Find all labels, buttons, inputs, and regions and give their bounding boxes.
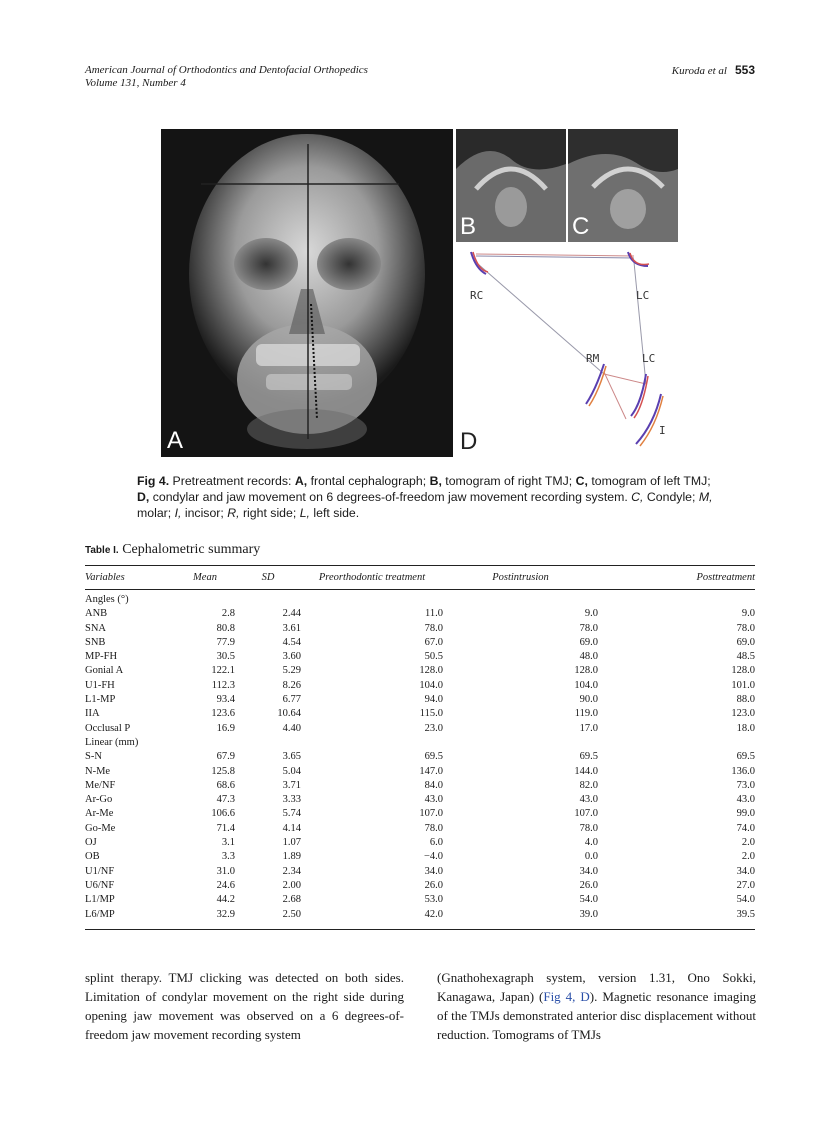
variable-name: ANB (85, 608, 108, 620)
table-cell: 128.0 (574, 665, 598, 677)
table-top-rule (85, 565, 755, 566)
table-cell: 73.0 (736, 779, 755, 791)
table-cell: 6.0 (429, 837, 443, 849)
col-header: SD (261, 571, 275, 583)
table-cell: 99.0 (736, 808, 755, 820)
table-cell: 107.0 (574, 808, 598, 820)
caption-abbr: I, (174, 506, 182, 520)
label-rm: RM (586, 352, 600, 365)
table-bottom-rule (85, 929, 755, 930)
caption-abbr: M, (698, 490, 713, 504)
table-cell: 112.3 (211, 679, 235, 691)
table-cell: 67.9 (216, 751, 235, 763)
caption-text: tomogram of left TMJ; (587, 474, 711, 488)
table-cell: 34.0 (736, 865, 755, 877)
variable-name: N-Me (85, 765, 111, 777)
caption-text: Pretreatment records: (169, 474, 295, 488)
table-row (85, 850, 755, 864)
table-cell: 27.0 (736, 879, 755, 891)
table-cell: 17.0 (579, 722, 598, 734)
table-cell: 30.5 (216, 651, 235, 663)
table-cell: 9.0 (584, 608, 598, 620)
jaw-movement-diagram (456, 244, 678, 457)
table-cell: 3.71 (282, 779, 301, 791)
variable-name: Occlusal P (85, 722, 131, 734)
table-cell: 123.0 (731, 708, 755, 720)
section-header-row (85, 736, 755, 750)
table-cell: 16.9 (216, 722, 235, 734)
table-cell: 69.5 (424, 751, 443, 763)
table-caption: Cephalometric summary (122, 542, 261, 557)
variable-name: U6/NF (85, 879, 115, 891)
journal-volume: Volume 131, Number 4 (85, 77, 186, 89)
variable-name: Go-Me (85, 822, 116, 834)
table-row (85, 807, 755, 821)
variable-name: U1-FH (85, 679, 115, 691)
caption-a: A, (294, 474, 308, 488)
table-row (85, 908, 755, 922)
panel-a-frontal-cephalograph (161, 129, 453, 457)
figure-citation-link[interactable]: Fig 4, D (543, 989, 590, 1004)
table-cell: 2.8 (221, 608, 235, 620)
table-row (85, 650, 755, 664)
label-lc-top: LC (636, 289, 650, 302)
table-row (85, 722, 755, 736)
table-cell: 147.0 (419, 765, 443, 777)
col-header: Posttreatment (696, 571, 755, 583)
table-cell: 84.0 (424, 779, 443, 791)
cephalometric-table (85, 569, 755, 922)
table-row (85, 679, 755, 693)
table-cell: 39.0 (579, 908, 598, 920)
table-row (85, 779, 755, 793)
table-cell: 26.0 (579, 879, 598, 891)
caption-b: B, (429, 474, 442, 488)
body-text-left: splint therapy. TMJ clicking was detected on both sides. Limitation of condylar movement on the right side during opening jaw movement was observed on a 6 degrees-of-freedom jaw movement recording system (85, 970, 404, 1042)
table-cell: 3.61 (282, 622, 301, 634)
table-cell: 2.0 (741, 851, 755, 863)
section-label: Angles (°) (85, 594, 129, 605)
table-cell: 119.0 (574, 708, 598, 720)
figure-caption (137, 473, 722, 521)
table-cell: 125.8 (211, 765, 235, 777)
table-cell: 94.0 (424, 694, 443, 706)
panel-c-left-tmj-tomogram (568, 129, 678, 242)
table-cell: 69.5 (579, 751, 598, 763)
caption-text: molar; (137, 506, 175, 520)
table-cell: 4.0 (584, 837, 598, 849)
variable-name: S-N (85, 751, 102, 763)
table-cell: 69.5 (736, 751, 755, 763)
variable-name: Ar-Go (85, 794, 113, 806)
table-cell: 5.74 (282, 808, 301, 820)
table-cell: 2.68 (282, 894, 301, 906)
caption-text: left side. (309, 506, 360, 520)
table-row (85, 836, 755, 850)
caption-c: C, (575, 474, 588, 488)
table-cell: 10.64 (277, 708, 301, 720)
table-cell: 9.0 (741, 608, 755, 620)
table-cell: 44.2 (216, 894, 235, 906)
table-cell: 67.0 (424, 636, 443, 648)
label-rc: RC (470, 289, 484, 302)
table-cell: 54.0 (579, 894, 598, 906)
table-cell: 74.0 (736, 822, 755, 834)
table-cell: 8.26 (282, 679, 301, 691)
table-cell: 53.0 (424, 894, 443, 906)
table-row (85, 750, 755, 764)
panel-label-a: A (167, 427, 184, 454)
table-cell: 68.6 (216, 779, 235, 791)
table-cell: 78.0 (736, 622, 755, 634)
col-header: Mean (193, 571, 217, 583)
table-row (85, 636, 755, 650)
table-cell: 47.3 (216, 794, 235, 806)
table-row (85, 707, 755, 721)
table-header-row (85, 569, 755, 587)
table-cell: 4.54 (282, 636, 301, 648)
table-cell: 2.44 (282, 608, 301, 620)
variable-name: L1-MP (85, 694, 116, 706)
variable-name: L6/MP (85, 908, 115, 920)
table-cell: 2.50 (282, 908, 301, 920)
panel-d-jaw-movement-recording (456, 244, 678, 457)
caption-abbr: R, (227, 506, 240, 520)
header-right (672, 64, 755, 78)
table-cell: 69.0 (736, 636, 755, 648)
table-cell: 54.0 (736, 894, 755, 906)
col-header: Preorthodontic treatment (318, 571, 426, 583)
table-cell: 3.33 (282, 794, 301, 806)
table-cell: 122.1 (211, 665, 235, 677)
table-cell: 123.6 (211, 708, 235, 720)
caption-text: incisor; (181, 506, 228, 520)
caption-text: Condyle; (643, 490, 699, 504)
table-body (85, 593, 755, 922)
table-cell: 3.3 (221, 851, 235, 863)
caption-text: condylar and jaw movement on 6 degrees-of-freedom jaw movement recording system. (149, 490, 632, 504)
table-cell: 48.5 (736, 651, 755, 663)
table-row (85, 607, 755, 621)
table-cell: 115.0 (419, 708, 443, 720)
table-cell: 78.0 (579, 622, 598, 634)
table-cell: 106.6 (211, 808, 235, 820)
table-cell: 136.0 (731, 765, 755, 777)
table-cell: 90.0 (579, 694, 598, 706)
table-cell: 34.0 (579, 865, 598, 877)
table-cell: 2.0 (741, 837, 755, 849)
table-cell: 107.0 (419, 808, 443, 820)
table-cell: 80.8 (216, 622, 235, 634)
table-cell: −4.0 (423, 851, 443, 863)
table-title (85, 542, 260, 558)
table-cell: 39.5 (736, 908, 755, 920)
caption-text: tomogram of right TMJ; (441, 474, 576, 488)
table-cell: 26.0 (424, 879, 443, 891)
table-cell: 2.34 (282, 865, 301, 877)
panel-label-b: B (460, 213, 477, 240)
table-cell: 88.0 (736, 694, 755, 706)
table-cell: 4.40 (282, 722, 301, 734)
table-cell: 82.0 (579, 779, 598, 791)
table-cell: 78.0 (579, 822, 598, 834)
table-cell: 32.9 (216, 908, 235, 920)
table-cell: 78.0 (424, 822, 443, 834)
table-cell: 101.0 (731, 679, 755, 691)
table-cell: 0.0 (584, 851, 598, 863)
table-cell: 4.14 (282, 822, 301, 834)
section-label: Linear (mm) (85, 736, 139, 748)
table-row (85, 622, 755, 636)
table-cell: 128.0 (731, 665, 755, 677)
table-cell: 128.0 (419, 665, 443, 677)
variable-name: OB (85, 851, 100, 863)
variable-name: L1/MP (85, 894, 115, 906)
table-cell: 71.4 (216, 822, 235, 834)
label-lc-mid: LC (642, 352, 656, 365)
caption-d: D, (137, 490, 150, 504)
table-cell: 77.9 (216, 636, 235, 648)
col-header: Postintrusion (492, 571, 549, 583)
table-label: Table I. (85, 545, 119, 556)
table-cell: 50.5 (424, 651, 443, 663)
table-cell: 34.0 (424, 865, 443, 877)
variable-name: SNB (85, 636, 106, 648)
table-cell: 93.4 (216, 694, 235, 706)
variable-name: OJ (85, 837, 97, 849)
variable-name: U1/NF (85, 865, 115, 877)
running-header (85, 64, 755, 90)
variable-name: Me/NF (85, 779, 116, 791)
table-cell: 5.29 (282, 665, 301, 677)
table-cell: 144.0 (574, 765, 598, 777)
caption-text: right side; (239, 506, 300, 520)
panel-b-right-tmj-tomogram (456, 129, 566, 242)
table-cell: 43.0 (736, 794, 755, 806)
table-cell: 23.0 (424, 722, 443, 734)
table-row (85, 765, 755, 779)
variable-name: SNA (85, 622, 107, 634)
table-cell: 1.89 (282, 851, 301, 863)
variable-name: Ar-Me (85, 808, 114, 820)
table-cell: 104.0 (419, 679, 443, 691)
col-header: Variables (85, 571, 125, 583)
section-header-row (85, 593, 755, 607)
body-text-right (437, 968, 756, 1044)
table-cell: 5.04 (282, 765, 301, 777)
variable-name: IIA (85, 708, 100, 720)
table-cell: 24.6 (216, 879, 235, 891)
table-cell: 43.0 (424, 794, 443, 806)
variable-name: MP-FH (85, 651, 118, 663)
table-cell: 104.0 (574, 679, 598, 691)
panel-label-c: C (572, 213, 590, 240)
table-row (85, 664, 755, 678)
caption-text: frontal cephalograph; (307, 474, 430, 488)
table-row (85, 793, 755, 807)
caption-fig-label: Fig 4. (137, 474, 170, 488)
table-cell: 43.0 (579, 794, 598, 806)
table-cell: 6.77 (282, 694, 301, 706)
table-cell: 3.60 (282, 651, 301, 663)
table-row (85, 822, 755, 836)
table-cell: 2.00 (282, 879, 301, 891)
table-cell: 31.0 (216, 865, 235, 877)
table-row (85, 879, 755, 893)
body-text: (Gnathohexagraph system, version 1.31, Ono Sokki, Kanagawa, Japan) ( (437, 970, 756, 1004)
panel-label-d: D (460, 428, 478, 455)
table-row (85, 693, 755, 707)
table-cell: 1.07 (282, 837, 301, 849)
table-cell: 11.0 (425, 608, 443, 620)
table-cell: 3.65 (282, 751, 301, 763)
table-cell: 69.0 (579, 636, 598, 648)
table-cell: 42.0 (424, 908, 443, 920)
table-row (85, 893, 755, 907)
figure-4 (161, 129, 678, 457)
table-cell: 3.1 (221, 837, 235, 849)
caption-abbr: C, (631, 490, 644, 504)
table-row (85, 865, 755, 879)
caption-abbr: L, (299, 506, 310, 520)
page-number: 553 (734, 63, 755, 77)
table-cell: 18.0 (736, 722, 755, 734)
table-cell: 78.0 (424, 622, 443, 634)
journal-name: American Journal of Orthodontics and Dentofacial Orthopedics (85, 64, 368, 76)
table-cell: 48.0 (579, 651, 598, 663)
variable-name: Gonial A (85, 665, 124, 677)
label-i: I (659, 424, 666, 437)
authors: Kuroda et al (671, 65, 727, 77)
skull-xray-image (161, 129, 453, 457)
body-text: ). Magnetic resonance imaging of the TMJs demonstrated anterior disc displacement without reduction. Tomograms of TMJs (437, 989, 756, 1042)
